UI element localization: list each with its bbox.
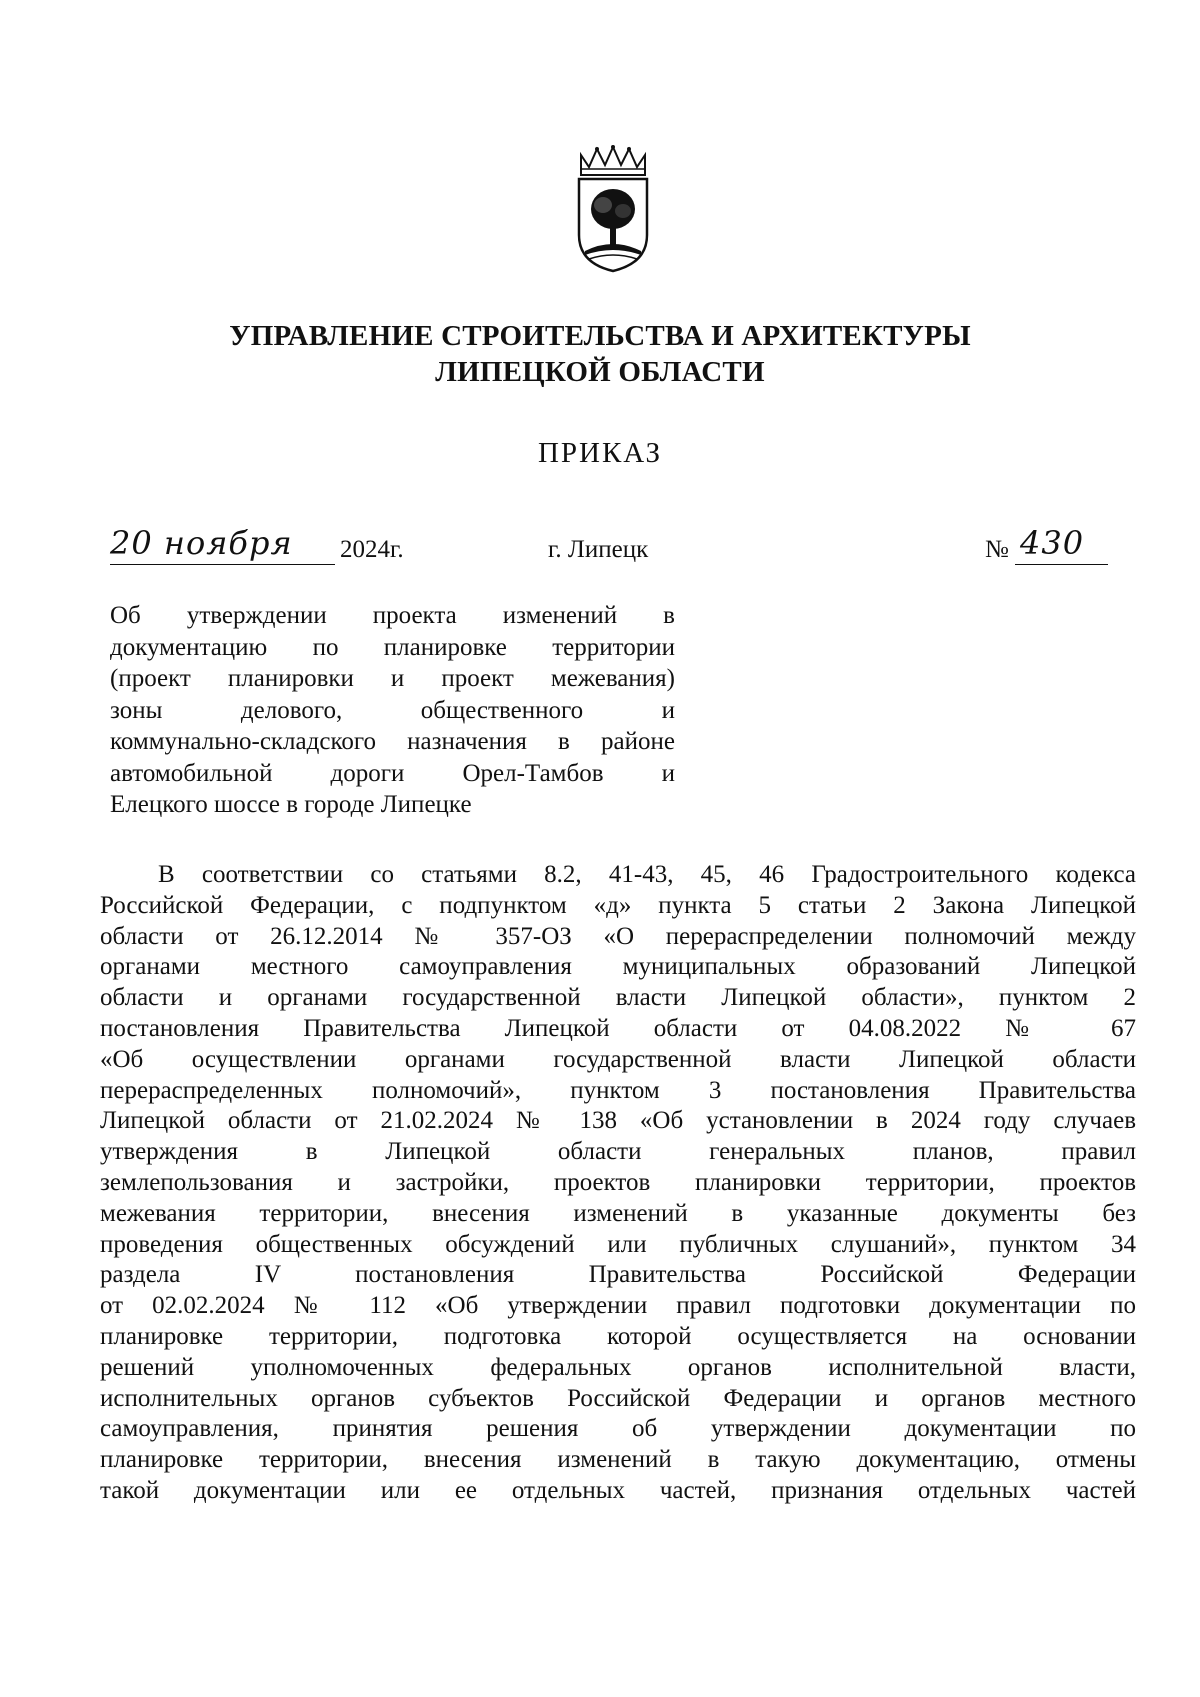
handwritten-date: 20 ноября	[110, 524, 293, 562]
body-line: области и органами государственной власти Липецкой области», пунктом 2	[100, 984, 1136, 1012]
number-label: №	[985, 536, 1009, 563]
organization-title-line2: ЛИПЕЦКОЙ ОБЛАСТИ	[435, 356, 765, 388]
body-line: планировке территории, внесения изменений в такую документацию, отмены	[100, 1446, 1136, 1474]
handwritten-number: 430	[1020, 524, 1085, 562]
body-line: утверждения в Липецкой области генеральных планов, правил	[100, 1138, 1136, 1166]
body-line: постановления Правительства Липецкой области от 04.08.2022 № 67	[100, 1014, 1136, 1042]
body-line: «Об осуществлении органами государственной власти Липецкой области	[100, 1045, 1136, 1073]
body-line: землепользования и застройки, проектов планировки территории, проектов	[100, 1168, 1136, 1196]
subject-line: документацию по планировке территории	[110, 633, 675, 661]
subject-line: Об утверждении проекта изменений в	[110, 602, 675, 629]
body-line: раздела IV постановления Правительства Российской Федерации	[100, 1261, 1136, 1289]
body-paragraph	[100, 860, 1136, 1507]
body-line: решений уполномоченных федеральных органов исполнительной власти,	[100, 1353, 1136, 1381]
subject-line: зоны делового, общественного и	[110, 696, 675, 724]
coat-of-arms-icon	[573, 145, 653, 275]
body-line: планировке территории, подготовка которой осуществляется на основании	[100, 1322, 1136, 1350]
date-year: 2024г.	[340, 536, 404, 563]
subject-line: коммунально-складского назначения в районе	[110, 728, 675, 755]
city-name: г. Липецк	[548, 536, 649, 563]
body-line: Липецкой области от 21.02.2024 № 138 «Об установлении в 2024 году случаев	[100, 1107, 1136, 1135]
body-line: от 02.02.2024 № 112 «Об утверждении правил подготовки документации по	[100, 1292, 1136, 1320]
organization-title-line1: УПРАВЛЕНИЕ СТРОИТЕЛЬСТВА И АРХИТЕКТУРЫ	[229, 320, 971, 352]
subject-line: (проект планировки и проект межевания)	[110, 665, 675, 692]
subject-line: Елецкого шоссе в городе Липецке	[110, 791, 472, 818]
document-subject	[110, 600, 675, 821]
document-type-title: ПРИКАЗ	[537, 437, 663, 469]
body-line: межевания территории, внесения изменений в указанные документы без	[100, 1199, 1136, 1227]
body-line: перераспределенных полномочий», пунктом 3 постановления Правительства	[100, 1076, 1136, 1104]
number-underline	[1015, 564, 1108, 565]
body-line: самоуправления, принятия решения об утверждении документации по	[100, 1415, 1136, 1443]
body-line: проведения общественных обсуждений или публичных слушаний», пунктом 34	[100, 1230, 1136, 1258]
body-line: органами местного самоуправления муниципальных образований Липецкой	[100, 953, 1136, 981]
body-line: такой документации или ее отдельных частей, признания отдельных частей	[100, 1476, 1136, 1504]
body-line: Российской Федерации, с подпунктом «д» пункта 5 статьи 2 Закона Липецкой	[100, 891, 1136, 919]
body-line: исполнительных органов субъектов Российской Федерации и органов местного	[100, 1384, 1136, 1412]
subject-line: автомобильной дороги Орел-Тамбов и	[110, 759, 675, 787]
organization-title	[150, 318, 1050, 390]
date-underline	[110, 564, 335, 565]
body-line: В соответствии со статьями 8.2, 41-43, 45, 46 Градостроительного кодекса	[158, 861, 1136, 888]
body-line: области от 26.12.2014 № 357-ОЗ «О перераспределении полномочий между	[100, 922, 1136, 950]
